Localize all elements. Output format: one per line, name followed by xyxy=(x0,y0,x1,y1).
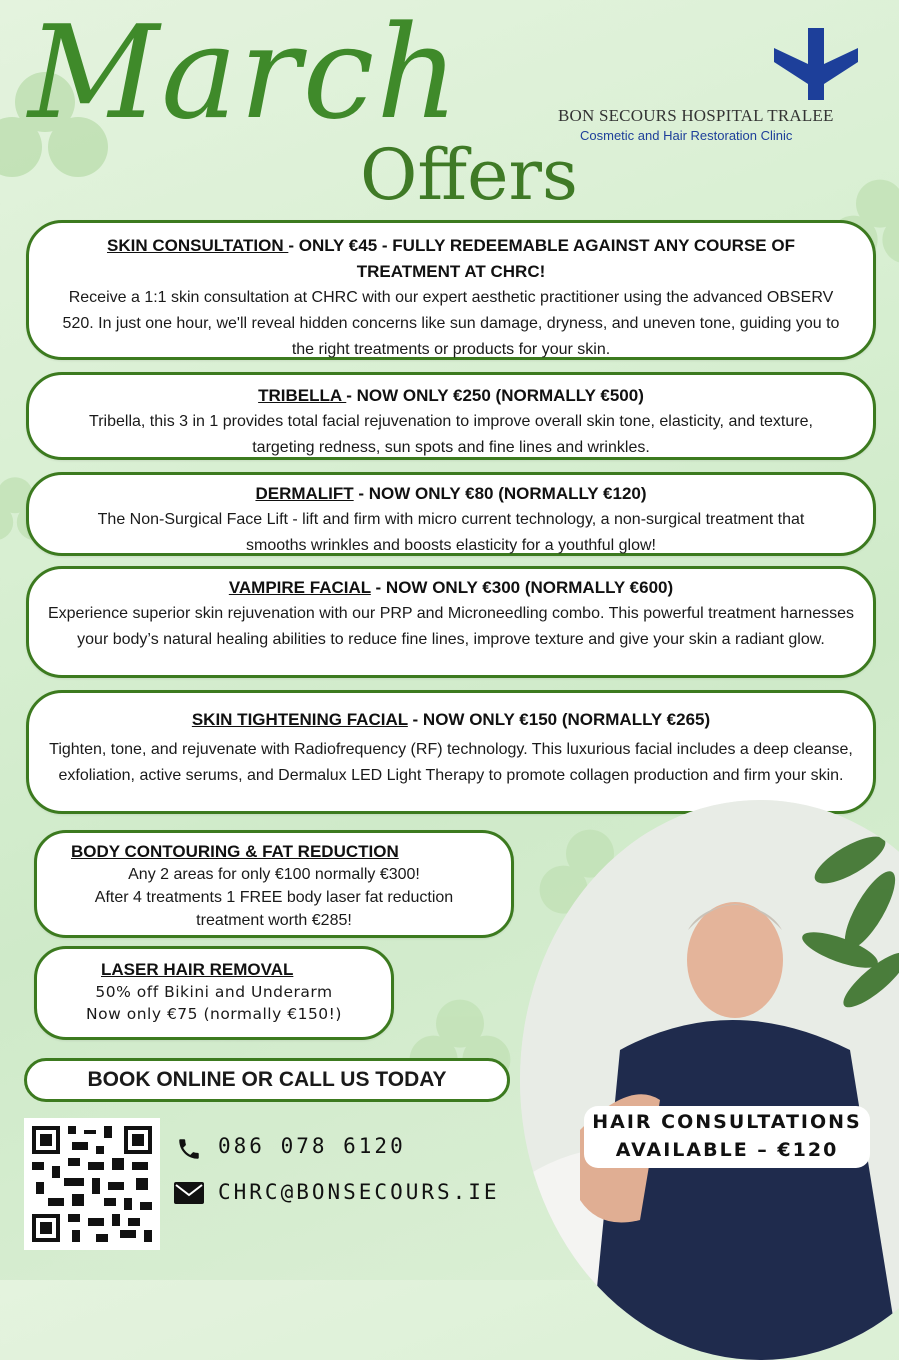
offer-description: Receive a 1:1 skin consultation at CHRC with our expert aesthetic practitioner using the advanced OBSERV 520. In just one hour, we'll reveal hidden concerns like sun damage, dryness, and uneven tone, guiding you to the right treatments or products for your skin. xyxy=(62,289,840,358)
offer-name: SKIN TIGHTENING FACIAL xyxy=(191,710,408,729)
offer-deal: - NOW ONLY €250 (NORMALLY €500) xyxy=(346,386,644,405)
phone-icon xyxy=(176,1136,202,1162)
offer-card-tribella xyxy=(26,372,876,460)
offer-card-dermalift xyxy=(26,472,876,556)
body-contouring-line1: Any 2 areas for only €100 normally €300! xyxy=(128,866,420,883)
offer-card-skin-consultation xyxy=(26,220,876,360)
offer-card-vampire-facial xyxy=(26,566,876,678)
clinic-name: BON SECOURS HOSPITAL TRALEE xyxy=(558,106,834,125)
offer-card-laser-hair-removal xyxy=(34,946,394,1040)
offer-deal: - NOW ONLY €80 (NORMALLY €120) xyxy=(353,484,647,503)
title-offers: Offers xyxy=(360,134,578,216)
offer-description: The Non-Surgical Face Lift - lift and firm with micro current technology, a non-surgical treatment that smooths wrinkles and boosts elasticity for a youthful glow! xyxy=(97,511,805,554)
laser-title-text: LASER HAIR REMOVAL xyxy=(101,960,294,979)
offer-deal: - ONLY €45 - FULLY REDEEMABLE AGAINST ANY COURSE OF TREATMENT AT CHRC! xyxy=(288,236,795,281)
offer-card-body-contouring xyxy=(34,830,514,938)
offer-card-skin-tightening xyxy=(26,690,876,814)
clinic-subtitle: Cosmetic and Hair Restoration Clinic xyxy=(580,128,793,143)
title-march: March xyxy=(28,0,461,148)
body-contouring-title-text: BODY CONTOURING & FAT REDUCTION xyxy=(71,842,399,861)
offer-description: Experience superior skin rejuvenation with our PRP and Microneedling combo. This powerful treatment harnesses your body’s natural healing abilities to reduce fine lines, improve texture and give your skin a radiant glow. xyxy=(47,605,855,648)
offer-name: TRIBELLA xyxy=(258,386,347,405)
hair-line-1: HAIR CONSULTATIONS xyxy=(592,1111,862,1133)
offer-heading xyxy=(37,575,865,601)
email-address[interactable]: CHRC@BONSECOURS.IE xyxy=(218,1180,500,1204)
laser-title xyxy=(53,959,375,981)
offer-heading xyxy=(57,383,845,409)
laser-line1: 50% off Bikini and Underarm xyxy=(95,983,333,1001)
hair-line-2: AVAILABLE – €120 xyxy=(615,1139,839,1161)
offer-description: Tribella, this 3 in 1 provides total facial rejuvenation to improve overall skin tone, elasticity, and texture, targeting redness, sun spots and fine lines and wrinkles. xyxy=(89,413,813,456)
qr-code[interactable] xyxy=(24,1118,160,1250)
email-icon xyxy=(174,1182,204,1204)
book-online-cta[interactable]: BOOK ONLINE OR CALL US TODAY xyxy=(24,1058,510,1102)
body-contouring-title xyxy=(57,841,491,863)
offer-description: Tighten, tone, and rejuvenate with Radiofrequency (RF) technology. This luxurious facial includes a deep cleanse, exfoliation, active serums, and Dermalux LED Light Therapy to promote collagen production and firm your skin. xyxy=(49,741,853,784)
qr-code-graphic xyxy=(24,1118,160,1250)
offer-deal: - NOW ONLY €300 (NORMALLY €600) xyxy=(370,578,674,597)
bon-secours-cross-icon xyxy=(774,28,858,100)
offer-heading xyxy=(69,481,833,507)
hair-consultations-badge xyxy=(584,1106,870,1168)
offer-name: SKIN CONSULTATION xyxy=(107,236,289,255)
offer-name: DERMALIFT xyxy=(255,484,354,503)
offer-heading xyxy=(53,233,849,285)
offer-name: VAMPIRE FACIAL xyxy=(228,578,371,597)
body-contouring-line2: After 4 treatments 1 FREE body laser fat reduction treatment worth €285! xyxy=(94,889,454,929)
phone-number[interactable]: 086 078 6120 xyxy=(218,1134,406,1158)
offer-deal: - NOW ONLY €150 (NORMALLY €265) xyxy=(407,710,711,729)
laser-line2: Now only €75 (normally €150!) xyxy=(86,1005,342,1023)
offer-heading xyxy=(47,707,855,733)
